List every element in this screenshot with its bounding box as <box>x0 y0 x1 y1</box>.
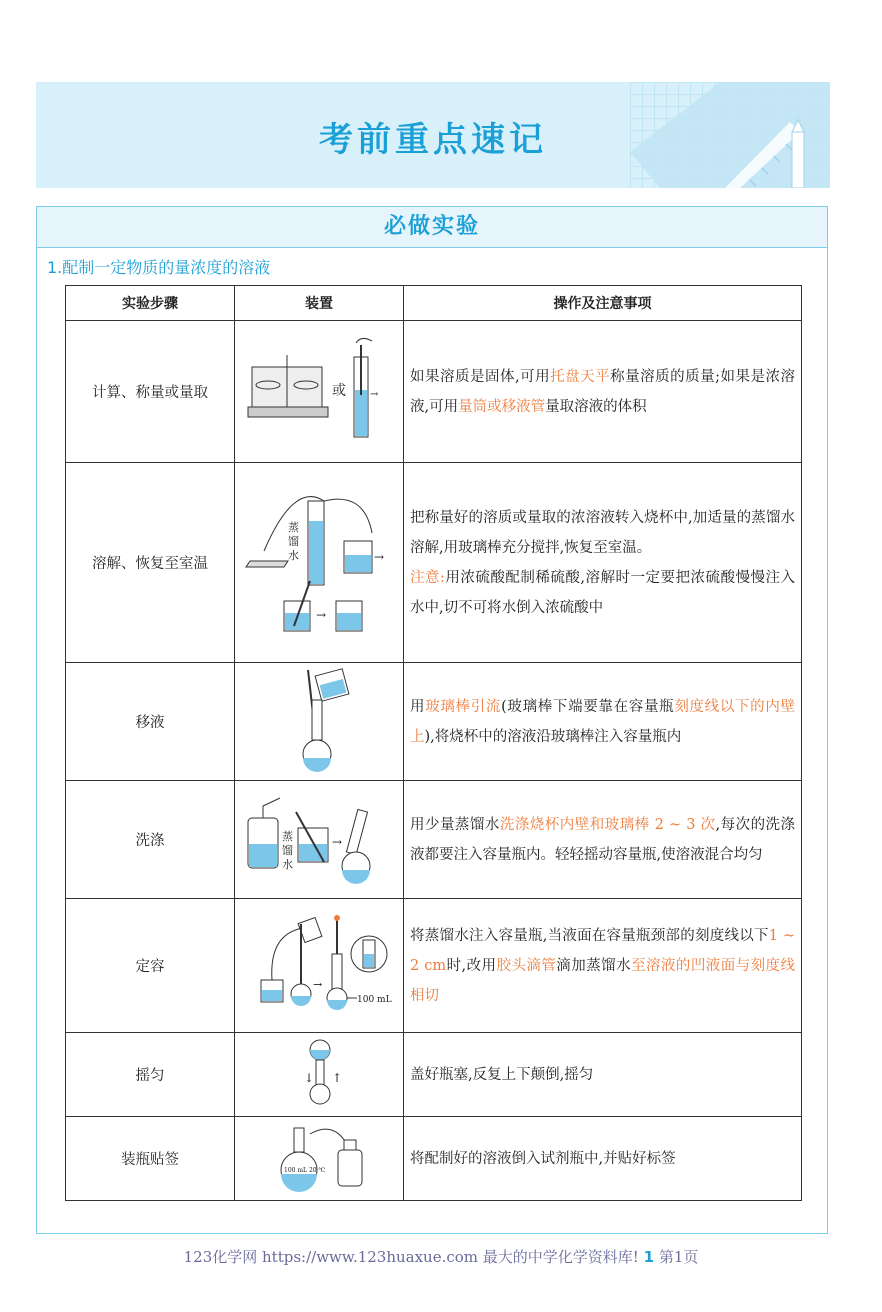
svg-text:→: → <box>370 388 379 400</box>
notes-cell <box>404 663 802 781</box>
note-text: 将蒸馏水注入容量瓶,当液面在容量瓶颈部的刻度线以下 <box>410 927 769 944</box>
step-cell: 溶解、恢复至室温 <box>66 463 235 663</box>
highlight-text: 胶头滴管 <box>496 957 557 974</box>
highlight-text: 洗涤烧杯内壁和玻璃棒 2 ~ 3 次 <box>499 816 716 833</box>
note-text: 用浓硫酸配制稀硫酸,溶解时一定要把浓硫酸慢慢注入水中,切不可将水倒入浓硫酸中 <box>410 569 795 616</box>
svg-text:蒸: 蒸 <box>282 829 293 843</box>
highlight-text: 刻度线以下的内壁上 <box>410 698 796 745</box>
note-text: 把称量好的溶质或量取的浓溶液转入烧杯中,加适量的蒸馏水溶解,用玻璃棒充分搅拌,恢复至室温。 <box>410 509 795 556</box>
highlight-text: 托盘天平 <box>550 368 611 385</box>
notes-cell <box>404 1117 802 1201</box>
highlight-text: 量筒或移液管 <box>458 398 546 415</box>
step-cell: 计算、称量或量取 <box>66 321 235 463</box>
header-step: 实验步骤 <box>66 286 235 321</box>
table-header-row <box>66 286 802 321</box>
balance-cylinder-illustration <box>244 335 394 445</box>
svg-text:馏: 馏 <box>282 843 293 857</box>
table-row <box>66 321 802 463</box>
svg-text:水: 水 <box>282 857 293 871</box>
note-text: 滴加蒸馏水 <box>556 957 632 974</box>
device-alt-text: 蒸馏水 洗瓶 <box>319 795 325 797</box>
footer-page-label: 第1页 <box>658 1248 699 1266</box>
notes-cell <box>404 321 802 463</box>
step-cell: 定容 <box>66 899 235 1033</box>
step-cell: 装瓶贴签 <box>66 1117 235 1201</box>
banner-title: 考前重点速记 <box>319 120 547 160</box>
device-cell <box>235 463 404 663</box>
svg-text:或: 或 <box>332 382 346 399</box>
note-text: 将配制好的溶液倒入试剂瓶中,并贴好标签 <box>410 1150 676 1167</box>
step-cell: 洗涤 <box>66 781 235 899</box>
flask-volume-label: 100 mL <box>357 994 392 1005</box>
note-text: 用 <box>410 698 426 715</box>
note-text: 时,改用 <box>446 957 497 974</box>
make-up-volume-illustration <box>239 914 399 1014</box>
svg-text:↓: ↓ <box>304 1070 315 1085</box>
experiment-subtitle: 1.配制一定物质的量浓度的溶液 <box>47 258 271 277</box>
svg-text:→: → <box>374 549 385 564</box>
device-cell <box>235 1033 404 1117</box>
note-text: 如果溶质是固体,可用 <box>410 368 551 385</box>
note-text: ,每次的洗涤液都要注入容量瓶内。轻轻摇动容量瓶,使溶液混合均匀 <box>410 816 796 863</box>
notes-cell <box>404 463 802 663</box>
device-alt-text: 蒸馏水 烧杯 <box>319 488 325 490</box>
notes-cell <box>404 899 802 1033</box>
header-device: 装置 <box>235 286 404 321</box>
page-number: 1 <box>643 1248 655 1266</box>
highlight-text: 注意: <box>410 569 445 586</box>
flask-label-text: 100 mL 20 ℃ <box>284 1166 326 1174</box>
step-cell: 摇匀 <box>66 1033 235 1117</box>
table-row <box>66 463 802 663</box>
note-text: ),将烧杯中的溶液沿玻璃棒注入容量瓶内 <box>424 728 682 745</box>
header-notes: 操作及注意事项 <box>404 286 802 321</box>
highlight-text: 至溶液的凹液面与刻度线相切 <box>410 957 795 1004</box>
table-row <box>66 899 802 1033</box>
svg-text:→: → <box>316 607 327 622</box>
step-cell: 移液 <box>66 663 235 781</box>
highlight-text: 1 ~ 2 cm <box>410 927 796 974</box>
device-cell <box>235 321 404 463</box>
table-row <box>66 1117 802 1201</box>
wash-illustration <box>244 788 394 888</box>
note-text: 量取溶液的体积 <box>545 398 647 415</box>
experiment-table <box>65 285 802 1201</box>
device-cell <box>235 1117 404 1201</box>
svg-text:蒸: 蒸 <box>288 520 299 534</box>
device-cell <box>235 663 404 781</box>
header-banner <box>36 82 830 188</box>
note-text: (玻璃棒下端要靠在容量瓶 <box>501 698 675 715</box>
table-row <box>66 663 802 781</box>
table-row <box>66 1033 802 1117</box>
svg-text:→: → <box>313 977 323 991</box>
note-text: 用少量蒸馏水 <box>410 816 500 833</box>
device-cell <box>235 899 404 1033</box>
notes-cell <box>404 1033 802 1117</box>
experiment-panel <box>36 206 828 1234</box>
section-title: 必做实验 <box>37 207 827 248</box>
bottling-illustration <box>244 1120 394 1194</box>
note-text: 盖好瓶塞,反复上下颠倒,摇匀 <box>410 1066 594 1083</box>
svg-text:馏: 馏 <box>288 534 299 548</box>
transfer-illustration <box>244 666 394 774</box>
svg-text:→: → <box>332 834 343 849</box>
svg-text:↑: ↑ <box>332 1070 343 1085</box>
device-alt-text: 托盘天平 或 量筒 <box>319 344 327 346</box>
dissolve-illustration <box>244 481 394 641</box>
highlight-text: 玻璃棒引流 <box>425 698 502 715</box>
note-text: 称量溶质的质量;如果是浓溶液,可用 <box>410 368 795 415</box>
table-row <box>66 781 802 899</box>
svg-text:水: 水 <box>288 548 299 562</box>
footer-site-text: 123化学网 https://www.123huaxue.com 最大的中学化学资料库! <box>183 1248 639 1266</box>
page-footer <box>0 1246 882 1267</box>
device-cell <box>235 781 404 899</box>
notes-cell <box>404 781 802 899</box>
shake-illustration <box>244 1036 394 1110</box>
